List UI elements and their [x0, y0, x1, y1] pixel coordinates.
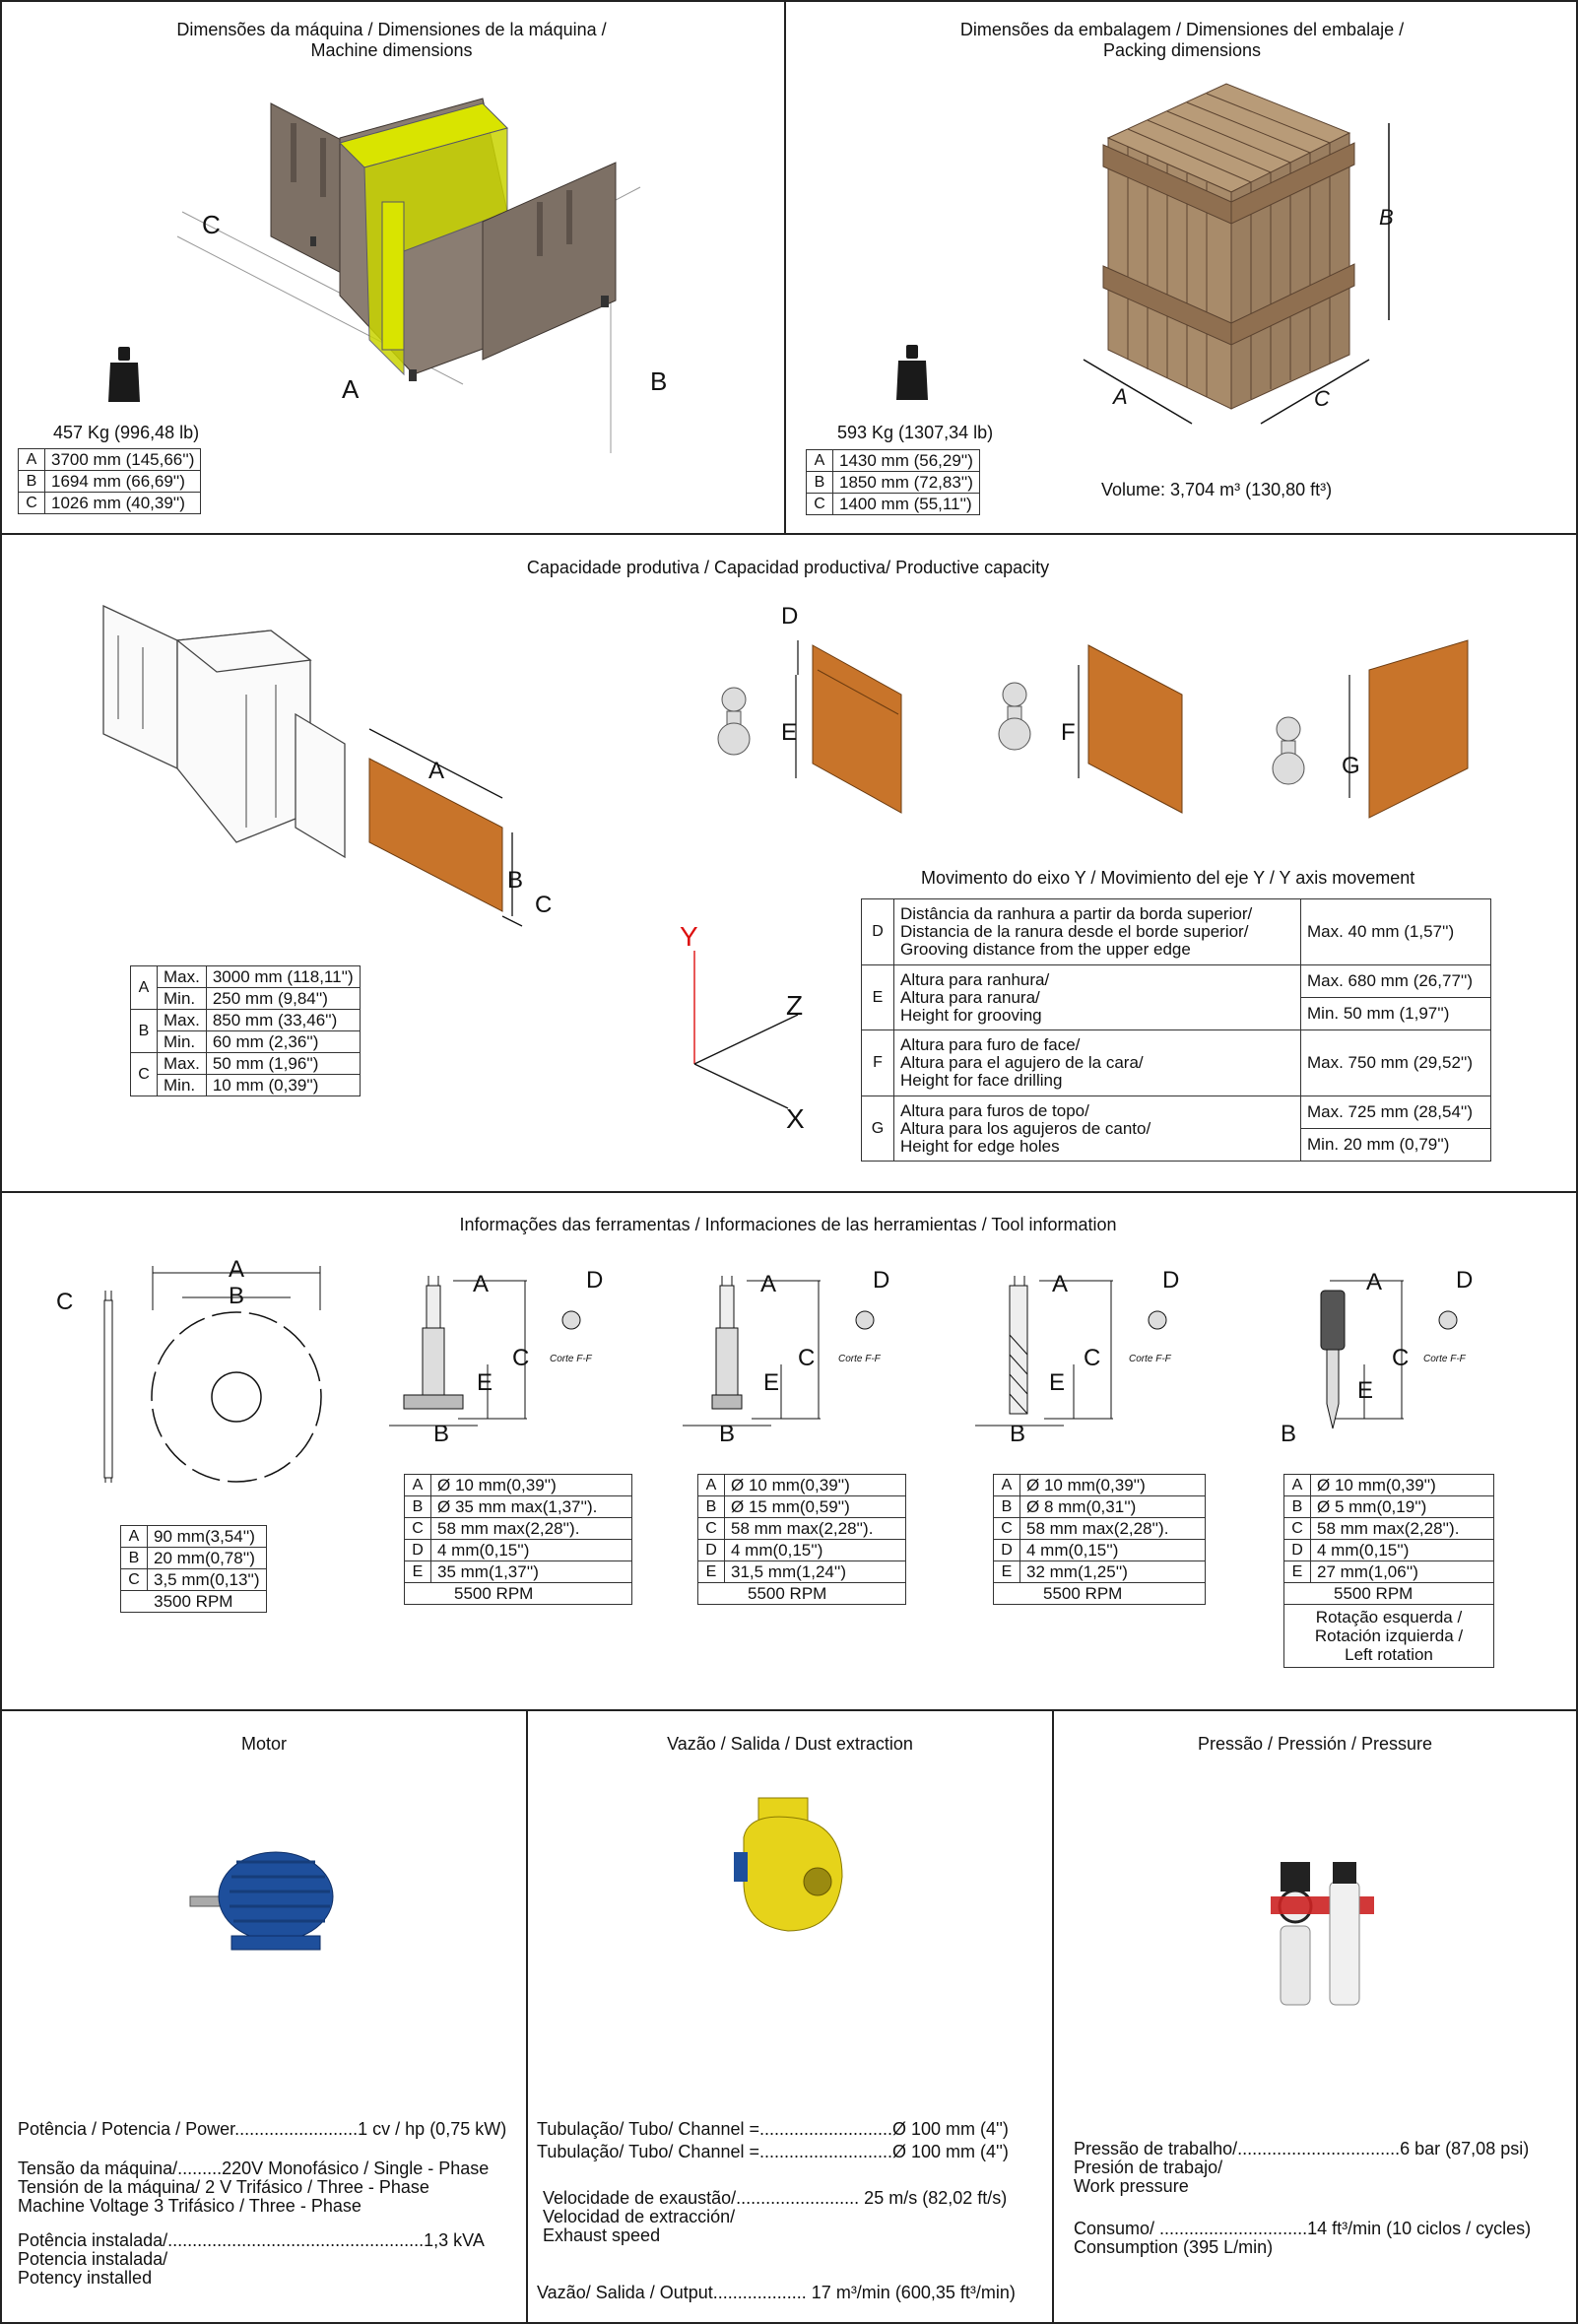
- bit1-label-c: C: [512, 1345, 530, 1371]
- bit1-label-e: E: [477, 1369, 493, 1396]
- machine-label-a: A: [342, 374, 360, 404]
- table-row: G Altura para furos de topo/ Altura para los agujeros de canto/ Height for edge holes Max. 725 mm (28,54''): [862, 1096, 1491, 1129]
- table-row: A 1430 mm (56,29''): [807, 450, 980, 472]
- bit-table-4: A Ø 10 mm(0,39'') B Ø 5 mm(0,19'') C 58 mm max(2,28''). D 4 mm(0,15'') E 27 mm(1,06'') 5500 RPM Rotação esquerda / Rotación izquierda / Left rotation: [1283, 1474, 1494, 1668]
- bit4-section: Corte F-F: [1423, 1354, 1466, 1364]
- saw-label-c: C: [56, 1289, 74, 1315]
- capacity-table: A Max. 3000 mm (118,11'') Min. 250 mm (9,84'') B Max. 850 mm (33,46'') Min. 60 mm (2,36'') C Max. 50 mm (1,96'') Min. 10 mm (0,39''): [130, 965, 361, 1096]
- dust-output: Vazão/ Salida / Output................... 17 m³/min (600,35 ft³/min): [537, 2283, 1016, 2302]
- cap-label-f: F: [1061, 719, 1076, 746]
- pressure-work: Pressão de trabalho/.................................6 bar (87,08 psi) Presión de trabajo/ Work pressure: [1074, 2139, 1530, 2196]
- bit2-section: Corte F-F: [838, 1354, 881, 1364]
- crate-label-b: B: [1379, 205, 1394, 230]
- table-row: C 1400 mm (55,11''): [807, 494, 980, 515]
- table-row: F Altura para furo de face/ Altura para el agujero de la cara/ Height for face drilling Max. 750 mm (29,52''): [862, 1030, 1491, 1096]
- cap-label-b: B: [507, 867, 524, 894]
- pressure-consumption: Consumo/ ..............................14 ft³/min (10 ciclos / cycles) Consumption (395 L/min): [1074, 2219, 1532, 2257]
- bit1-label-d: D: [586, 1267, 604, 1294]
- cap-label-d: D: [781, 603, 799, 630]
- table-row: E Altura para ranhura/ Altura para ranura/ Height for grooving Max. 680 mm (26,77''): [862, 965, 1491, 998]
- pump-icon: [729, 1793, 857, 1941]
- bit4-label-c: C: [1392, 1345, 1410, 1371]
- machine-dims-title: Dimensões da máquina / Dimensiones de la máquina / Machine dimensions: [176, 20, 607, 60]
- bit3-label-a: A: [1052, 1271, 1069, 1297]
- packing-volume: Volume: 3,704 m³ (130,80 ft³): [1101, 480, 1333, 499]
- weight-icon: [106, 345, 142, 404]
- saw-table: A 90 mm(3,54'') B 20 mm(0,78'') C 3,5 mm(0,13'') 3500 RPM: [120, 1525, 267, 1613]
- machine-label-c: C: [202, 210, 221, 239]
- axis-y: Y: [680, 921, 698, 952]
- machine-weight: 457 Kg (996,48 lb): [53, 423, 200, 442]
- table-row: D Distância da ranhura a partir da borda superior/ Distancia de la ranura desde el borde superior/ Grooving distance from the upper edge Max. 40 mm (1,57''): [862, 899, 1491, 965]
- bit3-label-e: E: [1049, 1369, 1066, 1396]
- bit3-section: Corte F-F: [1129, 1354, 1171, 1364]
- bit2-label-c: C: [798, 1345, 816, 1371]
- bit3-label-b: B: [1010, 1421, 1026, 1447]
- bit2-label-e: E: [763, 1369, 780, 1396]
- cap-label-c: C: [535, 892, 553, 918]
- bit-table-3: A Ø 10 mm(0,39'') B Ø 8 mm(0,31'') C 58 mm max(2,28''). D 4 mm(0,15'') E 32 mm(1,25'') 5500 RPM: [993, 1474, 1206, 1605]
- motor-power: Potência / Potencia / Power.........................1 cv / hp (0,75 kW): [18, 2119, 507, 2139]
- cap-label-a: A: [428, 758, 445, 784]
- regulator-icon: [1266, 1852, 1384, 2025]
- bit2-label-a: A: [760, 1271, 777, 1297]
- motor-title: Motor: [240, 1734, 287, 1754]
- bit4-label-a: A: [1366, 1269, 1383, 1295]
- bit4-label-d: D: [1456, 1267, 1474, 1294]
- motor-installed: Potência instalada/....................................................1,3 kVA Potencia instalada/ Potency installed: [18, 2230, 485, 2288]
- bit1-section: Corte F-F: [550, 1354, 592, 1364]
- machine-illustration: [167, 94, 680, 458]
- saw-label-a: A: [229, 1256, 245, 1283]
- bit1-label-b: B: [433, 1421, 450, 1447]
- packing-table: [806, 449, 980, 515]
- axis-x: X: [786, 1103, 805, 1134]
- weight-icon: [894, 343, 930, 402]
- packing-title: Dimensões da embalagem / Dimensiones del embalaje / Packing dimensions: [959, 20, 1405, 60]
- machine-dims-table: [18, 448, 201, 514]
- dust-channel-1: Tubulação/ Tubo/ Channel =...........................Ø 100 mm (4''): [537, 2119, 1009, 2139]
- bit4-label-b: B: [1281, 1421, 1297, 1447]
- panel-grooving: [690, 631, 1478, 828]
- yaxis-title: Movimento do eixo Y / Movimiento del eje Y / Y axis movement: [921, 868, 1415, 888]
- bit2-label-d: D: [873, 1267, 890, 1294]
- table-row: Min. 20 mm (0,79''): [862, 1129, 1491, 1162]
- tools-title: Informações das ferramentas / Informaciones de las herramientas / Tool information: [459, 1215, 1117, 1234]
- motor-icon: [182, 1842, 350, 1960]
- machine-sketch: [99, 601, 542, 956]
- capacity-title: Capacidade produtiva / Capacidad productiva/ Productive capacity: [526, 558, 1050, 577]
- table-row: B 1850 mm (72,83''): [807, 472, 980, 494]
- pressure-title: Pressão / Pressión / Pressure: [1197, 1734, 1433, 1754]
- table-row: C 1026 mm (40,39''): [19, 493, 201, 514]
- crate-label-a: A: [1113, 384, 1128, 409]
- bit2-label-b: B: [719, 1421, 736, 1447]
- bit1-label-a: A: [473, 1271, 490, 1297]
- axis-z: Z: [786, 990, 804, 1021]
- dust-speed: Velocidade de exaustão/......................... 25 m/s (82,02 ft/s) Velocidad de extracción/ Exhaust speed: [543, 2188, 1008, 2245]
- packing-weight: 593 Kg (1307,34 lb): [837, 423, 994, 442]
- cap-label-g: G: [1342, 753, 1360, 779]
- dust-channel-2: Tubulação/ Tubo/ Channel =...........................Ø 100 mm (4''): [537, 2142, 1009, 2161]
- machine-label-b: B: [650, 366, 668, 396]
- table-row: B 1694 mm (66,69''): [19, 471, 201, 493]
- bit-table-1: A Ø 10 mm(0,39'') B Ø 35 mm max(1,37''). C 58 mm max(2,28''). D 4 mm(0,15'') E 35 mm(1,37'') 5500 RPM: [404, 1474, 632, 1605]
- motor-voltage: Tensão da máquina/.........220V Monofásico / Single - Phase Tensión de la máquina/ 2 V Trifásico / Three - Phase Machine Voltage 3 Trifásico / Three - Phase: [18, 2158, 490, 2216]
- yaxis-table: [861, 898, 1491, 1162]
- bit4-label-e: E: [1357, 1377, 1374, 1404]
- cap-label-e: E: [781, 719, 798, 746]
- table-row: Min. 50 mm (1,97''): [862, 998, 1491, 1030]
- bit-table-2: A Ø 10 mm(0,39'') B Ø 15 mm(0,59'') C 58 mm max(2,28''). D 4 mm(0,15'') E 31,5 mm(1,24'') 5500 RPM: [697, 1474, 906, 1605]
- bit3-label-d: D: [1162, 1267, 1180, 1294]
- saw-label-b: B: [229, 1283, 245, 1309]
- crate-label-c: C: [1314, 386, 1330, 411]
- dust-title: Vazão / Salida / Dust extraction: [667, 1734, 913, 1754]
- saw-blade-drawing: [54, 1261, 350, 1488]
- table-row: A 3700 mm (145,66''): [19, 449, 201, 471]
- bit3-label-c: C: [1084, 1345, 1101, 1371]
